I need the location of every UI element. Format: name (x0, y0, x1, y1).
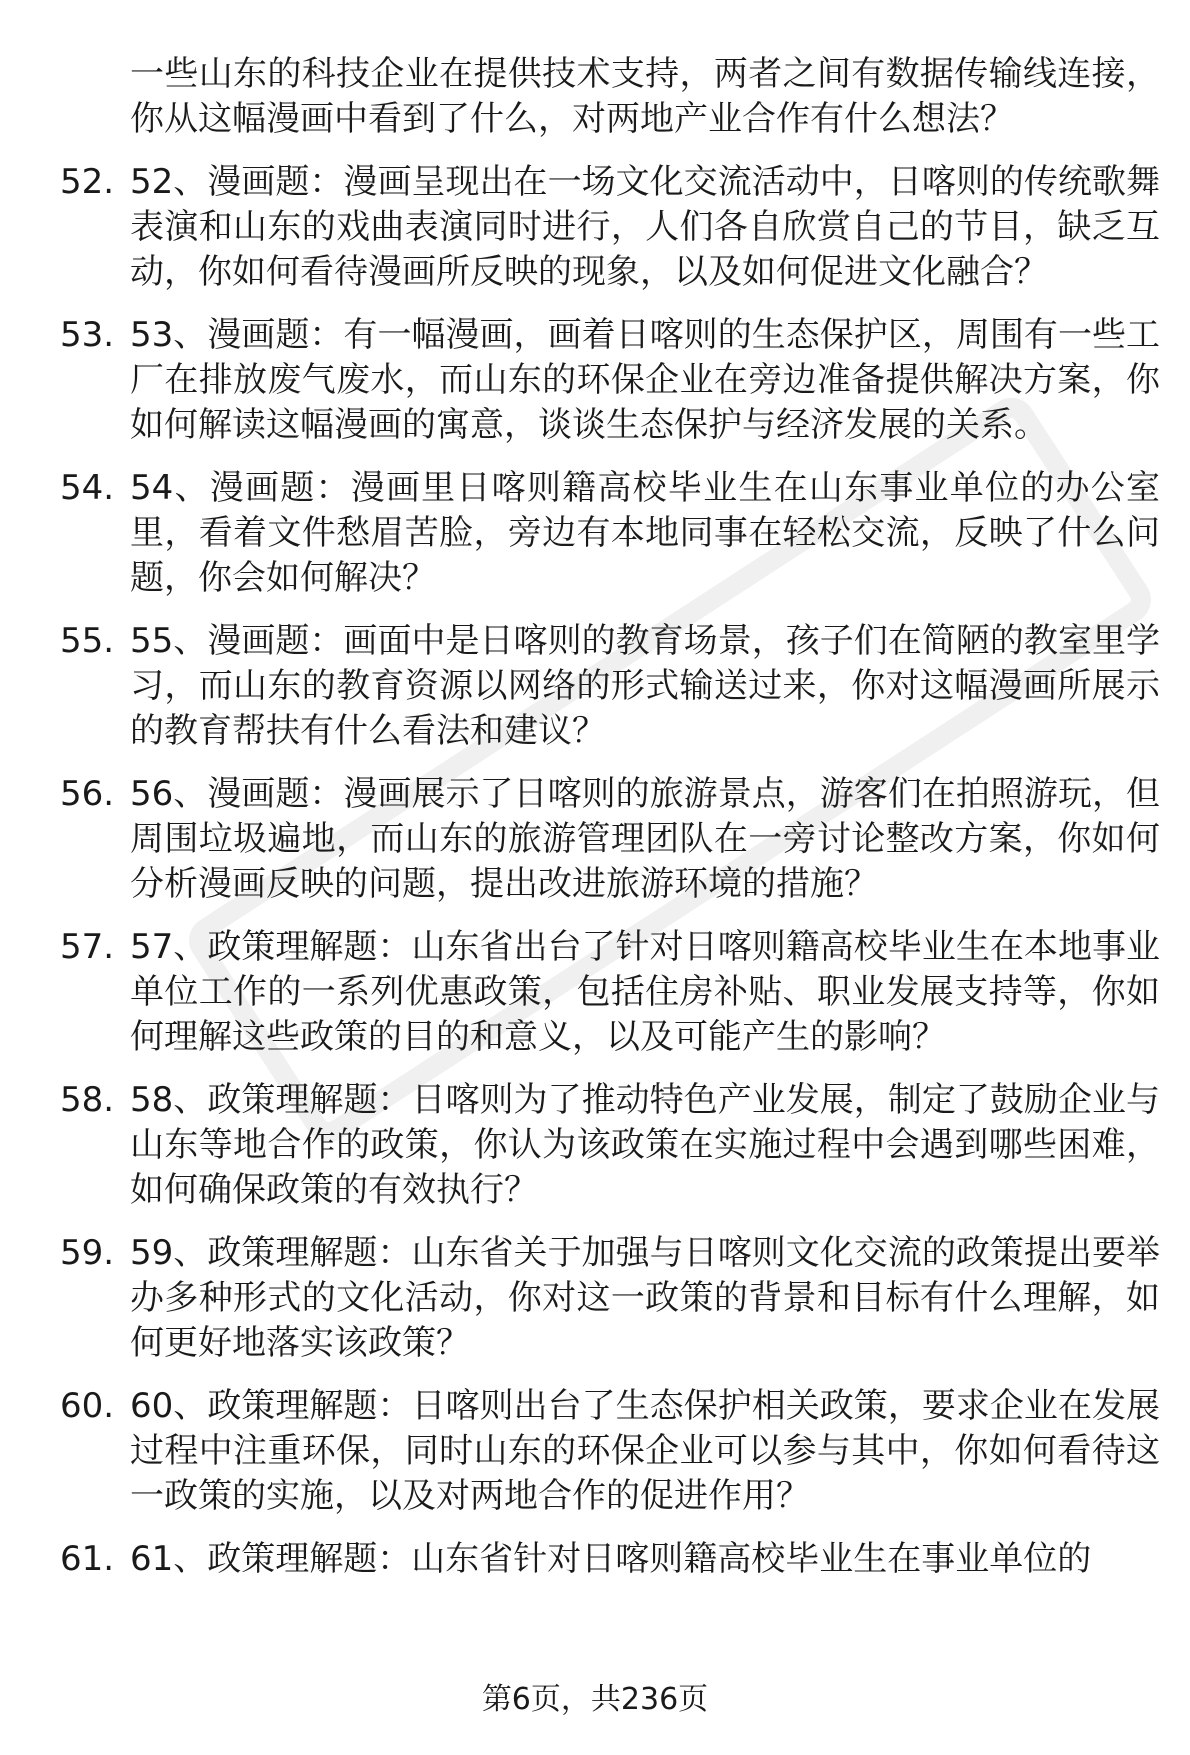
item-number: 53. (60, 315, 115, 355)
item-number: 57. (60, 927, 115, 967)
item-text: 59、政策理解题：山东省关于加强与日喀则文化交流的政策提出要举办多种形式的文化活动，你对这一政策的背景和目标有什么理解，如何更好地落实该政策？ (130, 1233, 1160, 1363)
item-text: 一些山东的科技企业在提供技术支持，两者之间有数据传输线连接，你从这幅漫画中看到了什么，对两地产业合作有什么想法？ (130, 54, 1160, 139)
page-footer (0, 1680, 1190, 1720)
item-number: 56. (60, 774, 115, 814)
list-item (60, 160, 1160, 295)
item-text: 55、漫画题：画面中是日喀则的教育场景，孩子们在简陋的教室里学习，而山东的教育资源以网络的形式输送过来，你对这幅漫画所展示的教育帮扶有什么看法和建议？ (130, 621, 1160, 751)
item-number: 52. (60, 162, 115, 202)
list-item (60, 772, 1160, 907)
item-text: 60、政策理解题：日喀则出台了生态保护相关政策，要求企业在发展过程中注重环保，同时山东的环保企业可以参与其中，你如何看待这一政策的实施，以及对两地合作的促进作用？ (130, 1386, 1160, 1516)
list-item (60, 1537, 1160, 1582)
list-item (60, 52, 1160, 142)
list-item (60, 313, 1160, 448)
list-item (60, 925, 1160, 1060)
page-number: 第6页，共236页 (481, 1682, 709, 1717)
item-number: 55. (60, 621, 115, 661)
item-text: 58、政策理解题：日喀则为了推动特色产业发展，制定了鼓励企业与山东等地合作的政策，你认为该政策在实施过程中会遇到哪些困难，如何确保政策的有效执行？ (130, 1080, 1160, 1210)
item-text: 54、漫画题：漫画里日喀则籍高校毕业生在山东事业单位的办公室里，看着文件愁眉苦脸，旁边有本地同事在轻松交流，反映了什么问题，你会如何解决？ (130, 468, 1160, 598)
item-number: 60. (60, 1386, 115, 1426)
list-item (60, 1231, 1160, 1366)
item-number: 59. (60, 1233, 115, 1273)
item-number: 61. (60, 1539, 115, 1579)
question-list (60, 52, 1160, 1600)
item-text: 61、政策理解题：山东省针对日喀则籍高校毕业生在事业单位的 (130, 1539, 1092, 1579)
item-number: 58. (60, 1080, 115, 1120)
list-item (60, 619, 1160, 754)
item-number: 54. (60, 468, 115, 508)
list-item (60, 466, 1160, 601)
item-text: 56、漫画题：漫画展示了日喀则的旅游景点，游客们在拍照游玩，但周围垃圾遍地，而山东的旅游管理团队在一旁讨论整改方案，你如何分析漫画反映的问题，提出改进旅游环境的措施？ (130, 774, 1160, 904)
item-text: 57、政策理解题：山东省出台了针对日喀则籍高校毕业生在本地事业单位工作的一系列优惠政策，包括住房补贴、职业发展支持等，你如何理解这些政策的目的和意义，以及可能产生的影响？ (130, 927, 1160, 1057)
item-text: 52、漫画题：漫画呈现出在一场文化交流活动中，日喀则的传统歌舞表演和山东的戏曲表演同时进行，人们各自欣赏自己的节目，缺乏互动，你如何看待漫画所反映的现象，以及如何促进文化融合？ (130, 162, 1160, 292)
list-item (60, 1078, 1160, 1213)
item-text: 53、漫画题：有一幅漫画，画着日喀则的生态保护区，周围有一些工厂在排放废气废水，而山东的环保企业在旁边准备提供解决方案，你如何解读这幅漫画的寓意，谈谈生态保护与经济发展的关系。 (130, 315, 1160, 445)
list-item (60, 1384, 1160, 1519)
